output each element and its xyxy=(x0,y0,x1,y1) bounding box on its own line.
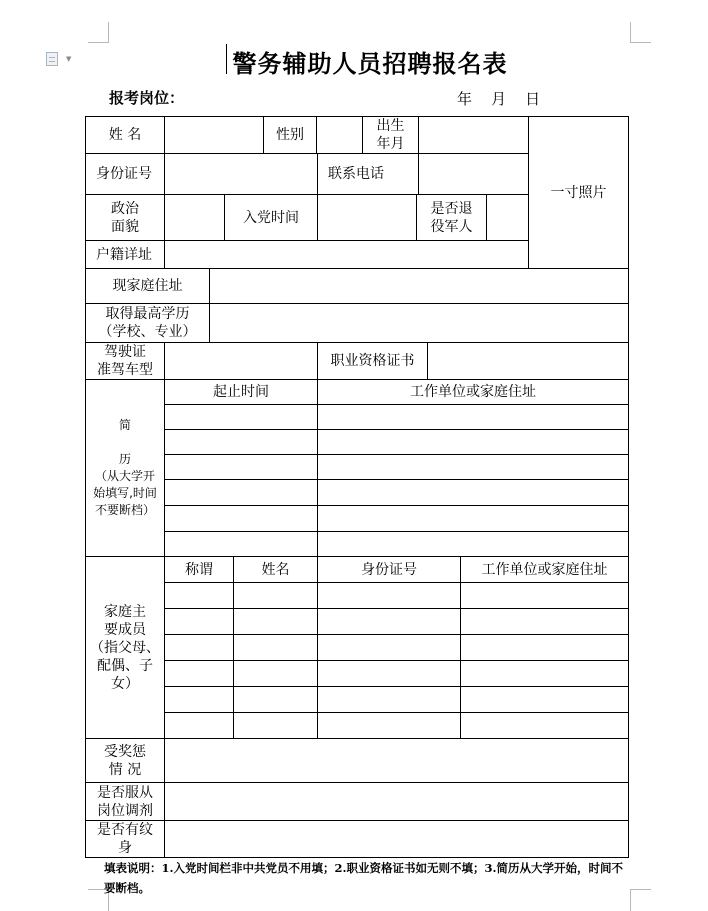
id-number-field[interactable] xyxy=(164,153,318,195)
resume-period-cell[interactable] xyxy=(164,404,318,430)
obey-adjust-label: 是否服从 岗位调剂 xyxy=(85,782,165,821)
resume-period-header: 起止时间 xyxy=(164,379,318,405)
resume-label: 简 历 （从大学开 始填写,时间 不要断档） xyxy=(85,379,165,557)
education-label: 取得最高学历 （学校、专业） xyxy=(85,303,210,343)
resume-period-cell[interactable] xyxy=(164,505,318,532)
family-relation-cell[interactable] xyxy=(164,582,234,609)
party-date-label: 入党时间 xyxy=(224,194,318,241)
family-unit-cell[interactable] xyxy=(460,608,629,635)
education-field[interactable] xyxy=(209,303,629,343)
resume-period-cell[interactable] xyxy=(164,429,318,455)
page-corner-mark xyxy=(88,22,109,43)
household-label: 户籍详址 xyxy=(85,240,165,269)
tattoo-label: 是否有纹 身 xyxy=(85,820,165,858)
veteran-label: 是否退 役军人 xyxy=(416,194,487,241)
household-field[interactable] xyxy=(164,240,529,269)
current-address-label: 现家庭住址 xyxy=(85,268,210,304)
family-unit-cell[interactable] xyxy=(460,634,629,661)
resume-unit-header: 工作单位或家庭住址 xyxy=(317,379,629,405)
family-label: 家庭主 要成员 （指父母、 配偶、子 女） xyxy=(85,556,165,739)
family-id-cell[interactable] xyxy=(317,582,461,609)
text-cursor xyxy=(226,44,227,74)
driver-license-label: 驾驶证 准驾车型 xyxy=(85,342,165,380)
gender-label: 性别 xyxy=(263,116,317,154)
qualification-field[interactable] xyxy=(427,342,629,380)
family-name-cell[interactable] xyxy=(233,608,318,635)
resume-unit-cell[interactable] xyxy=(317,531,629,557)
awards-field[interactable] xyxy=(164,738,629,783)
phone-label: 联系电话 xyxy=(317,153,419,195)
family-id-cell[interactable] xyxy=(317,660,461,687)
resume-period-cell[interactable] xyxy=(164,479,318,506)
family-unit-cell[interactable] xyxy=(460,582,629,609)
registration-form-table xyxy=(85,116,629,858)
family-id-cell[interactable] xyxy=(317,634,461,661)
phone-field[interactable] xyxy=(418,153,529,195)
family-relation-cell[interactable] xyxy=(164,660,234,687)
family-relation-cell[interactable] xyxy=(164,686,234,713)
photo-box[interactable]: 一寸照片 xyxy=(528,116,629,269)
birth-label: 出生 年月 xyxy=(362,116,419,154)
family-unit-header: 工作单位或家庭住址 xyxy=(460,556,629,583)
family-relation-cell[interactable] xyxy=(164,608,234,635)
veteran-field[interactable] xyxy=(486,194,529,241)
family-name-cell[interactable] xyxy=(233,660,318,687)
family-name-cell[interactable] xyxy=(233,712,318,739)
id-number-label: 身份证号 xyxy=(85,153,165,195)
family-relation-cell[interactable] xyxy=(164,634,234,661)
date-label: 年 月 日 xyxy=(457,90,541,108)
family-id-cell[interactable] xyxy=(317,686,461,713)
name-label: 姓 名 xyxy=(85,116,165,154)
political-field[interactable] xyxy=(164,194,225,241)
resume-unit-cell[interactable] xyxy=(317,479,629,506)
family-id-header: 身份证号 xyxy=(317,556,461,583)
resume-period-cell[interactable] xyxy=(164,454,318,480)
page-title: 警务辅助人员招聘报名表 xyxy=(232,49,508,78)
family-unit-cell[interactable] xyxy=(460,712,629,739)
form-instructions: 填表说明：1.入党时间栏非中共党员不用填；2.职业资格证书如无则不填；3.简历从大学开始，时间不要断档。 xyxy=(104,861,624,895)
family-unit-cell[interactable] xyxy=(460,660,629,687)
current-address-field[interactable] xyxy=(209,268,629,304)
page-corner-mark xyxy=(630,22,651,43)
family-unit-cell[interactable] xyxy=(460,686,629,713)
obey-adjust-field[interactable] xyxy=(164,782,629,821)
family-name-cell[interactable] xyxy=(233,582,318,609)
resume-unit-cell[interactable] xyxy=(317,454,629,480)
family-relation-header: 称谓 xyxy=(164,556,234,583)
family-name-cell[interactable] xyxy=(233,686,318,713)
political-label: 政治 面貌 xyxy=(85,194,165,241)
resume-unit-cell[interactable] xyxy=(317,505,629,532)
resume-unit-cell[interactable] xyxy=(317,404,629,430)
family-id-cell[interactable] xyxy=(317,712,461,739)
qualification-label: 职业资格证书 xyxy=(317,342,428,380)
gender-field[interactable] xyxy=(316,116,363,154)
awards-label: 受奖惩 情 况 xyxy=(85,738,165,783)
driver-license-field[interactable] xyxy=(164,342,318,380)
family-name-header: 姓名 xyxy=(233,556,318,583)
family-relation-cell[interactable] xyxy=(164,712,234,739)
resume-period-cell[interactable] xyxy=(164,531,318,557)
name-field[interactable] xyxy=(164,116,264,154)
position-label: 报考岗位： xyxy=(109,89,185,107)
party-date-field[interactable] xyxy=(317,194,417,241)
family-id-cell[interactable] xyxy=(317,608,461,635)
family-name-cell[interactable] xyxy=(233,634,318,661)
chevron-down-icon[interactable]: ▼ xyxy=(66,55,72,63)
birth-field[interactable] xyxy=(418,116,529,154)
tattoo-field[interactable] xyxy=(164,820,629,858)
resume-unit-cell[interactable] xyxy=(317,429,629,455)
